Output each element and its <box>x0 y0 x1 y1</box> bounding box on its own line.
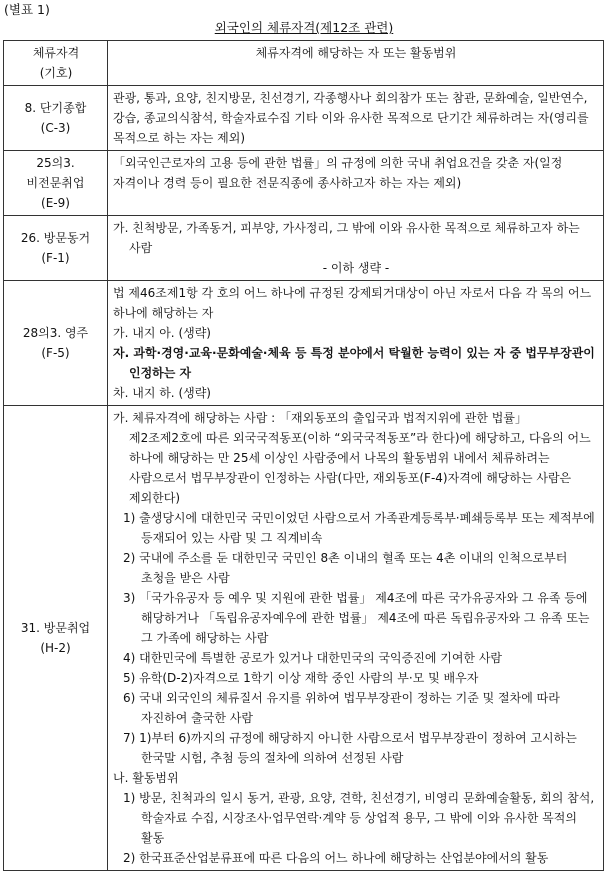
category-code: (E-9) <box>41 196 70 210</box>
header-code-label: (기호) <box>39 66 73 80</box>
omission-note: - 이하 생략 - <box>322 261 390 275</box>
category-number: 25의3. <box>36 156 75 170</box>
row-content <box>108 86 604 151</box>
header-scope-cell <box>108 41 604 86</box>
row-category <box>4 281 108 406</box>
annex-label: (별표 1) <box>4 2 50 17</box>
list-item: 3) 「국가유공자 등 예우 및 지원에 관한 법률」 제4조에 따른 국가유공자와 그 유족 등에 해당하거나 「독립유공자예우에 관한 법률」 제4조에 따른 독립유공자와 그 유족 또는 그 가족에 해당하는 사람 <box>123 591 590 645</box>
document-title: 외국인의 체류자격(제12조 관련) <box>214 20 394 35</box>
table-header-row <box>4 41 604 86</box>
category-code: (F-1) <box>41 251 70 265</box>
row-item: 가. 친척방문, 가족동거, 피부양, 가사정리, 그 밖에 이와 유사한 목적으로 체류하고자 하는 사람 <box>113 221 580 255</box>
category-name: 비전문취업 <box>26 176 85 190</box>
row-intro: 법 제46조제1항 각 호의 어느 하나에 규정된 강제퇴거대상이 아닌 자로서 다음 각 목의 어느 하나에 해당하는 자 <box>113 286 592 320</box>
row-item: 차. 내지 하. (생략) <box>113 386 211 400</box>
category-code: (H-2) <box>40 641 71 655</box>
row-text: 관광, 통과, 요양, 친지방문, 친선경기, 각종행사나 회의참가 또는 참관, 문화예술, 일반연수, 강습, 종교의식참석, 학술자료수집 기타 이와 유사한 목적으로 단기간 체류하려는 자(영리를 목적으로 하는 자는 제외) <box>113 91 589 145</box>
row-content <box>108 216 604 281</box>
row-content <box>108 406 604 871</box>
row-item: 가. 내지 아. (생략) <box>113 326 211 340</box>
row-category <box>4 406 108 871</box>
table-row <box>4 406 604 871</box>
list-item: 4) 대한민국에 특별한 공로가 있거나 대한민국의 국익증진에 기여한 사람 <box>123 651 503 665</box>
header-status-label: 체류자격 <box>32 46 80 60</box>
category-name: 28의3. 영주 <box>22 326 89 340</box>
category-code: (C-3) <box>40 121 71 135</box>
list-item: 2) 국내에 주소를 둔 대한민국 국민인 8촌 이내의 혈족 또는 4촌 이내의 인척으로부터 초청을 받은 사람 <box>123 551 568 585</box>
row-content <box>108 281 604 406</box>
row-category <box>4 151 108 216</box>
table-row <box>4 216 604 281</box>
status-table <box>3 40 604 871</box>
row-text: 「외국인근로자의 고용 등에 관한 법률」의 규정에 의한 국내 취업요건을 갖춘 자(일정 자격이나 경력 등이 필요한 전문직종에 종사하고자 하는 자는 제외) <box>113 156 563 190</box>
row-category <box>4 86 108 151</box>
row-category <box>4 216 108 281</box>
table-row <box>4 151 604 216</box>
category-name: 31. 방문취업 <box>20 621 91 635</box>
list-item: 5) 유학(D-2)자격으로 1학기 이상 재학 중인 사람의 부·모 및 배우자 <box>123 671 479 685</box>
list-item: 2) 한국표준산업분류표에 따른 다음의 어느 하나에 해당하는 산업분야에서의 활동 <box>123 851 549 865</box>
category-code: (F-5) <box>41 346 70 360</box>
category-name: 8. 단기종합 <box>24 101 87 115</box>
header-scope-label: 체류자격에 해당하는 자 또는 활동범위 <box>255 46 457 60</box>
list-item: 1) 출생당시에 대한민국 국민이었던 사람으로서 가족관계등록부·폐쇄등록부 또는 제적부에 등재되어 있는 사람 및 그 직계비속 <box>123 511 595 545</box>
table-row <box>4 281 604 406</box>
row-section-ga: 가. 체류자격에 해당하는 사람 : 「재외동포의 출입국과 법적지위에 관한 법률」 제2조제2호에 따른 외국국적동포(이하 “외국국적동포”라 한다)에 해당하고, 다음의 어느 하나에 해당하는 만 25세 이상인 사람중에서 나목의 활동범위 내에서 체류하려는 사람으로서 법무부장관이 인정하는 사람(다만, 재외동포(F-4)자격에 해당하는 사람은 제외한다) <box>113 411 591 505</box>
row-section-na: 나. 활동범위 <box>113 771 179 785</box>
category-name: 26. 방문동거 <box>20 231 91 245</box>
header-status-cell <box>4 41 108 86</box>
table-row <box>4 86 604 151</box>
list-item: 1) 방문, 친척과의 일시 동거, 관광, 요양, 견학, 친선경기, 비영리 문화예술활동, 회의 참석, 학술자료 수집, 시장조사·업무연락·계약 등 상업적 용무, 그 밖에 이와 유사한 목적의 활동 <box>123 791 595 845</box>
list-item: 7) 1)부터 6)까지의 규정에 해당하지 아니한 사람으로서 법무부장관이 정하여 고시하는 한국말 시험, 추첨 등의 절차에 의하여 선정된 사람 <box>123 731 577 765</box>
row-content <box>108 151 604 216</box>
row-item-highlight: 자. 과학·경영·교육·문화예술·체육 등 특정 분야에서 탁월한 능력이 있는 자 중 법무부장관이 인정하는 자 <box>113 346 595 380</box>
list-item: 6) 국내 외국인의 체류질서 유지를 위하여 법무부장관이 정하는 기준 및 절차에 따라 자진하여 출국한 사람 <box>123 691 560 725</box>
